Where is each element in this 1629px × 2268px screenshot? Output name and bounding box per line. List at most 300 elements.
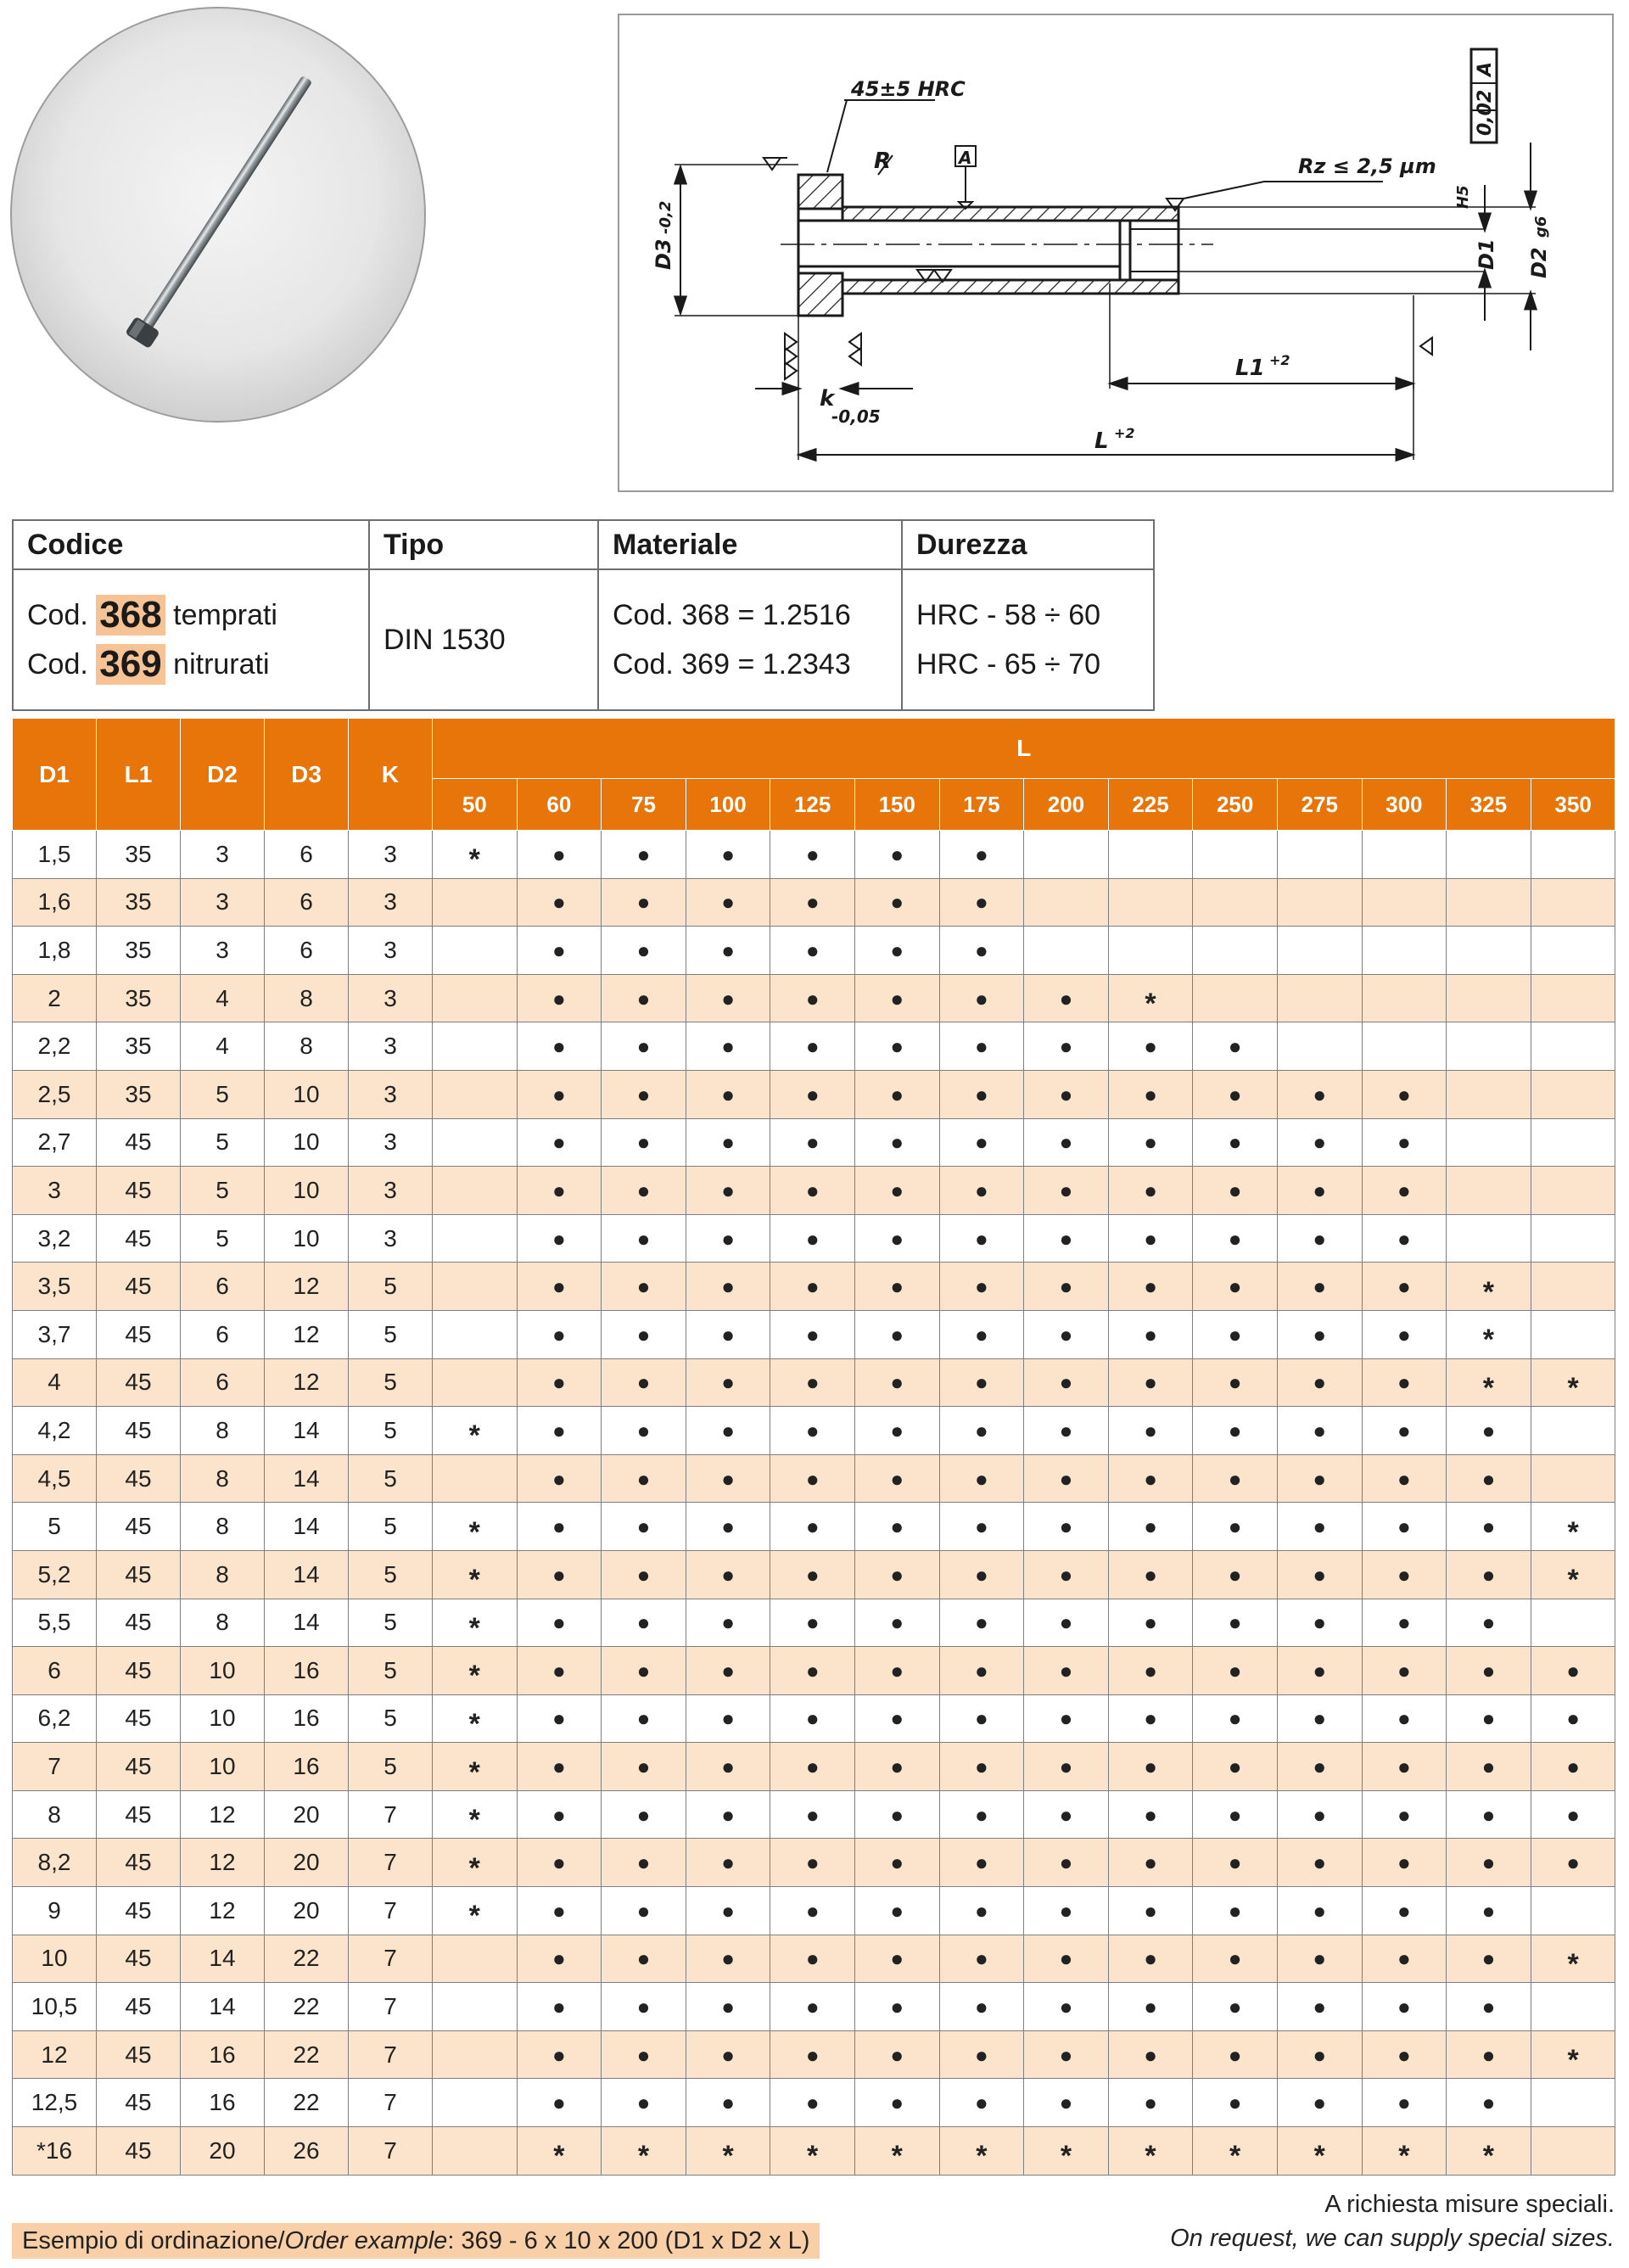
dot-icon: ● bbox=[975, 1177, 988, 1203]
datum-label: A bbox=[959, 148, 972, 168]
available-dot bbox=[1277, 1935, 1362, 1983]
dot-icon: ● bbox=[805, 1177, 820, 1203]
available-dot bbox=[686, 1407, 770, 1455]
empty-cell bbox=[1447, 1022, 1531, 1071]
available-dot bbox=[1024, 1550, 1109, 1599]
dot-icon: ● bbox=[890, 1705, 904, 1732]
available-dot bbox=[1108, 1743, 1193, 1791]
dot-icon: ● bbox=[552, 2041, 566, 2068]
dot-icon: ● bbox=[721, 1850, 735, 1876]
available-dot bbox=[1108, 1407, 1193, 1455]
empty-cell bbox=[1531, 1983, 1615, 2031]
dot-icon: ● bbox=[1228, 1321, 1242, 1347]
cell-k: 5 bbox=[349, 1550, 433, 1599]
on-request-star bbox=[433, 1790, 518, 1839]
dot-icon: ● bbox=[721, 1033, 735, 1060]
cell-d1: 4 bbox=[13, 1358, 97, 1407]
available-dot bbox=[517, 974, 602, 1022]
on-request-star bbox=[1447, 1310, 1531, 1358]
dot-icon: ● bbox=[721, 1610, 735, 1636]
available-dot bbox=[939, 1983, 1024, 2031]
available-dot bbox=[1362, 1599, 1447, 1647]
star-icon: * bbox=[1567, 1371, 1579, 1404]
table-row bbox=[13, 1070, 1615, 1118]
available-dot bbox=[1108, 1070, 1193, 1118]
cell-k: 7 bbox=[349, 1790, 433, 1839]
on-request-star bbox=[433, 1694, 518, 1743]
dot-icon: ● bbox=[1481, 2041, 1496, 2068]
available-dot bbox=[770, 1647, 855, 1695]
available-dot bbox=[854, 1550, 939, 1599]
dot-icon: ● bbox=[975, 1610, 988, 1636]
on-request-star bbox=[433, 1407, 518, 1455]
star-icon: * bbox=[468, 1804, 480, 1837]
l1-label: L1 bbox=[1235, 356, 1265, 381]
available-dot bbox=[939, 2079, 1024, 2127]
dot-icon: ● bbox=[805, 1129, 820, 1156]
available-dot bbox=[517, 1503, 602, 1551]
available-dot bbox=[1193, 1407, 1278, 1455]
dot-icon: ● bbox=[1481, 1657, 1496, 1683]
star-icon: * bbox=[468, 1900, 480, 1933]
info-table bbox=[12, 519, 1155, 711]
dot-icon: ● bbox=[1144, 2090, 1157, 2116]
table-row bbox=[13, 1214, 1615, 1263]
dot-icon: ● bbox=[890, 1754, 904, 1780]
dot-icon: ● bbox=[552, 1177, 566, 1203]
available-dot bbox=[770, 1743, 855, 1791]
dot-icon: ● bbox=[1313, 1177, 1327, 1203]
dot-icon: ● bbox=[1144, 1897, 1157, 1924]
dot-icon: ● bbox=[1228, 2041, 1242, 2068]
dot-icon: ● bbox=[975, 985, 988, 1011]
cell-l1: 45 bbox=[97, 1407, 181, 1455]
empty-cell bbox=[1531, 2127, 1615, 2176]
available-dot bbox=[854, 1263, 939, 1311]
cell-k: 5 bbox=[349, 1743, 433, 1791]
available-dot bbox=[770, 878, 855, 927]
dot-icon: ● bbox=[1059, 1177, 1073, 1203]
k-label: k bbox=[820, 386, 835, 412]
dot-icon: ● bbox=[1059, 1754, 1073, 1780]
star-icon: * bbox=[468, 1851, 480, 1884]
l-value-header: 250 bbox=[1193, 779, 1278, 831]
dot-icon: ● bbox=[805, 1657, 820, 1683]
dot-icon: ● bbox=[805, 2090, 820, 2116]
on-request-star bbox=[433, 831, 518, 879]
available-dot bbox=[1193, 1887, 1278, 1935]
empty-cell bbox=[1277, 831, 1362, 879]
d1-tol: H5 bbox=[1454, 185, 1472, 209]
dot-icon: ● bbox=[1144, 1465, 1157, 1492]
dot-icon: ● bbox=[636, 1850, 651, 1876]
available-dot bbox=[1531, 1743, 1615, 1791]
table-row bbox=[13, 831, 1615, 879]
cell-d2: 8 bbox=[181, 1503, 265, 1551]
dot-icon: ● bbox=[721, 889, 735, 916]
dot-icon: ● bbox=[1228, 1850, 1242, 1876]
available-dot bbox=[1277, 1503, 1362, 1551]
dot-icon: ● bbox=[1313, 2041, 1327, 2068]
dot-icon: ● bbox=[636, 937, 651, 963]
available-dot bbox=[1362, 1214, 1447, 1263]
available-dot bbox=[1108, 1599, 1193, 1647]
available-dot bbox=[1193, 1647, 1278, 1695]
empty-cell bbox=[1531, 878, 1615, 927]
available-dot bbox=[939, 1935, 1024, 1983]
available-dot bbox=[770, 1358, 855, 1407]
available-dot bbox=[1108, 2079, 1193, 2127]
available-dot bbox=[517, 2079, 602, 2127]
dimensions-body bbox=[13, 831, 1615, 2176]
dot-icon: ● bbox=[805, 1033, 820, 1060]
cell-d3: 20 bbox=[265, 1839, 349, 1887]
materiale-cell: Cod. 368 = 1.2516 Cod. 369 = 1.2343 bbox=[598, 569, 902, 710]
dot-icon: ● bbox=[1059, 1514, 1073, 1540]
available-dot bbox=[517, 1550, 602, 1599]
available-dot bbox=[1108, 1022, 1193, 1071]
dot-icon: ● bbox=[552, 1946, 566, 1972]
available-dot bbox=[602, 1454, 686, 1503]
available-dot bbox=[939, 927, 1024, 975]
dot-icon: ● bbox=[890, 1657, 904, 1683]
dot-icon: ● bbox=[1481, 1417, 1496, 1443]
empty-cell bbox=[1193, 974, 1278, 1022]
available-dot bbox=[854, 1983, 939, 2031]
available-dot bbox=[1362, 1407, 1447, 1455]
dot-icon: ● bbox=[890, 889, 904, 916]
dot-icon: ● bbox=[1481, 1705, 1496, 1732]
table-row bbox=[13, 1887, 1615, 1935]
dot-icon: ● bbox=[721, 841, 735, 867]
empty-cell bbox=[1193, 831, 1278, 879]
cell-d2: 10 bbox=[181, 1647, 265, 1695]
dot-icon: ● bbox=[1144, 1705, 1157, 1732]
table-row bbox=[13, 974, 1615, 1022]
l-value-header: 50 bbox=[433, 779, 518, 831]
l-value-header: 350 bbox=[1531, 779, 1615, 831]
available-dot bbox=[1447, 1790, 1531, 1839]
available-dot bbox=[1277, 1743, 1362, 1791]
empty-cell bbox=[433, 1118, 518, 1167]
table-row bbox=[13, 1263, 1615, 1311]
cell-l1: 45 bbox=[97, 1790, 181, 1839]
table-row bbox=[13, 1503, 1615, 1551]
cell-l1: 45 bbox=[97, 1263, 181, 1311]
available-dot bbox=[854, 1070, 939, 1118]
available-dot bbox=[1024, 1694, 1109, 1743]
available-dot bbox=[1108, 1887, 1193, 1935]
available-dot bbox=[1193, 1118, 1278, 1167]
available-dot bbox=[1447, 2030, 1531, 2079]
cell-k: 5 bbox=[349, 1694, 433, 1743]
dot-icon: ● bbox=[805, 1850, 820, 1876]
available-dot bbox=[854, 831, 939, 879]
available-dot bbox=[939, 1407, 1024, 1455]
available-dot bbox=[1108, 1263, 1193, 1311]
dot-icon: ● bbox=[1481, 1946, 1496, 1972]
dot-icon: ● bbox=[1144, 2041, 1157, 2068]
cell-d3: 22 bbox=[265, 2079, 349, 2127]
available-dot bbox=[602, 927, 686, 975]
available-dot bbox=[517, 1935, 602, 1983]
dot-icon: ● bbox=[636, 1610, 651, 1636]
cell-k: 7 bbox=[349, 1935, 433, 1983]
available-dot bbox=[602, 1070, 686, 1118]
cell-d2: 16 bbox=[181, 2079, 265, 2127]
dot-icon: ● bbox=[1059, 1321, 1073, 1347]
available-dot bbox=[602, 1214, 686, 1263]
available-dot bbox=[686, 1263, 770, 1311]
l-value-header: 325 bbox=[1447, 779, 1531, 831]
dot-icon: ● bbox=[552, 1610, 566, 1636]
available-dot bbox=[1024, 1454, 1109, 1503]
cell-d1: 3 bbox=[13, 1167, 97, 1215]
dot-icon: ● bbox=[636, 1417, 651, 1443]
available-dot bbox=[854, 1022, 939, 1071]
on-request-star bbox=[1277, 2127, 1362, 2176]
dot-icon: ● bbox=[975, 1369, 988, 1396]
available-dot bbox=[1447, 2079, 1531, 2127]
dot-icon: ● bbox=[552, 1225, 566, 1252]
dot-icon: ● bbox=[1228, 1610, 1242, 1636]
cell-l1: 45 bbox=[97, 1550, 181, 1599]
cell-d1: 2,5 bbox=[13, 1070, 97, 1118]
cell-l1: 45 bbox=[97, 1647, 181, 1695]
cell-d1: 1,6 bbox=[13, 878, 97, 927]
star-icon: * bbox=[1482, 1324, 1495, 1357]
dot-icon: ● bbox=[805, 1801, 820, 1828]
roughness-label: Rz ≤ 2,5 µm bbox=[1298, 154, 1436, 178]
available-dot bbox=[854, 974, 939, 1022]
available-dot bbox=[1447, 1694, 1531, 1743]
empty-cell bbox=[433, 974, 518, 1022]
cell-d3: 22 bbox=[265, 1983, 349, 2031]
dot-icon: ● bbox=[1144, 1994, 1157, 2020]
on-request-star bbox=[1531, 1550, 1615, 1599]
available-dot bbox=[1108, 1118, 1193, 1167]
on-request-star bbox=[1108, 974, 1193, 1022]
cell-d3: 6 bbox=[265, 831, 349, 879]
available-dot bbox=[1108, 1983, 1193, 2031]
empty-cell bbox=[433, 1167, 518, 1215]
dot-icon: ● bbox=[890, 1033, 904, 1060]
cell-d1: 4,5 bbox=[13, 1454, 97, 1503]
dot-icon: ● bbox=[1313, 1129, 1327, 1156]
dot-icon: ● bbox=[1313, 1897, 1327, 1924]
empty-cell bbox=[1024, 831, 1109, 879]
dot-icon: ● bbox=[1144, 1801, 1157, 1828]
dot-icon: ● bbox=[552, 937, 566, 963]
cell-d2: 3 bbox=[181, 927, 265, 975]
available-dot bbox=[854, 1358, 939, 1407]
cell-l1: 45 bbox=[97, 1214, 181, 1263]
available-dot bbox=[1277, 1599, 1362, 1647]
available-dot bbox=[939, 831, 1024, 879]
available-dot bbox=[602, 974, 686, 1022]
available-dot bbox=[854, 1503, 939, 1551]
available-dot bbox=[1277, 1790, 1362, 1839]
dot-icon: ● bbox=[890, 1946, 904, 1972]
available-dot bbox=[1024, 1503, 1109, 1551]
cell-d3: 12 bbox=[265, 1358, 349, 1407]
on-request-star bbox=[1362, 2127, 1447, 2176]
available-dot bbox=[686, 927, 770, 975]
dot-icon: ● bbox=[975, 1081, 988, 1107]
available-dot bbox=[1193, 1743, 1278, 1791]
star-icon: * bbox=[468, 1564, 480, 1597]
available-dot bbox=[686, 878, 770, 927]
code-369: 369 bbox=[96, 644, 165, 685]
dot-icon: ● bbox=[890, 1897, 904, 1924]
available-dot bbox=[686, 1935, 770, 1983]
available-dot bbox=[686, 1647, 770, 1695]
dot-icon: ● bbox=[1059, 1369, 1073, 1396]
dot-icon: ● bbox=[552, 2090, 566, 2116]
cell-l1: 45 bbox=[97, 1118, 181, 1167]
empty-cell bbox=[1531, 974, 1615, 1022]
available-dot bbox=[517, 1118, 602, 1167]
cell-d2: 10 bbox=[181, 1743, 265, 1791]
cell-d2: 14 bbox=[181, 1935, 265, 1983]
cell-l1: 35 bbox=[97, 878, 181, 927]
dot-icon: ● bbox=[1313, 1514, 1327, 1540]
dot-icon: ● bbox=[1397, 1369, 1411, 1396]
cell-d3: 16 bbox=[265, 1743, 349, 1791]
available-dot bbox=[1024, 1263, 1109, 1311]
empty-cell bbox=[433, 878, 518, 927]
empty-cell bbox=[1362, 1022, 1447, 1071]
dot-icon: ● bbox=[1397, 1177, 1411, 1203]
empty-cell bbox=[1531, 1310, 1615, 1358]
table-row bbox=[13, 878, 1615, 927]
radius-label: R bbox=[874, 148, 892, 174]
dot-icon: ● bbox=[1397, 1417, 1411, 1443]
dot-icon: ● bbox=[552, 1033, 566, 1060]
available-dot bbox=[517, 878, 602, 927]
available-dot bbox=[686, 1887, 770, 1935]
dot-icon: ● bbox=[1228, 1225, 1242, 1252]
available-dot bbox=[686, 1310, 770, 1358]
available-dot bbox=[1108, 1310, 1193, 1358]
table-row bbox=[13, 2030, 1615, 2079]
cell-k: 7 bbox=[349, 2030, 433, 2079]
available-dot bbox=[686, 1790, 770, 1839]
empty-cell bbox=[1277, 927, 1362, 975]
star-icon: * bbox=[468, 1515, 480, 1548]
cell-d1: 5,2 bbox=[13, 1550, 97, 1599]
cell-d3: 12 bbox=[265, 1263, 349, 1311]
dot-icon: ● bbox=[552, 1754, 566, 1780]
available-dot bbox=[1277, 1839, 1362, 1887]
dot-icon: ● bbox=[890, 2041, 904, 2068]
dot-icon: ● bbox=[1313, 1705, 1327, 1732]
available-dot bbox=[517, 1599, 602, 1647]
cell-d2: 8 bbox=[181, 1550, 265, 1599]
dot-icon: ● bbox=[805, 1417, 820, 1443]
available-dot bbox=[1108, 1503, 1193, 1551]
dot-icon: ● bbox=[1144, 1177, 1157, 1203]
dot-icon: ● bbox=[636, 841, 651, 867]
cell-k: 3 bbox=[349, 1118, 433, 1167]
cell-l1: 35 bbox=[97, 974, 181, 1022]
on-request-star bbox=[433, 1887, 518, 1935]
dot-icon: ● bbox=[1481, 2090, 1496, 2116]
cell-d1: 6,2 bbox=[13, 1694, 97, 1743]
dot-icon: ● bbox=[805, 1465, 820, 1492]
available-dot bbox=[602, 878, 686, 927]
dot-icon: ● bbox=[805, 1081, 820, 1107]
available-dot bbox=[1531, 1839, 1615, 1887]
dot-icon: ● bbox=[1144, 1514, 1157, 1540]
available-dot bbox=[1193, 1694, 1278, 1743]
available-dot bbox=[1108, 1358, 1193, 1407]
dot-icon: ● bbox=[805, 2041, 820, 2068]
dot-icon: ● bbox=[552, 1129, 566, 1156]
cell-k: 5 bbox=[349, 1599, 433, 1647]
dot-icon: ● bbox=[636, 1177, 651, 1203]
on-request-star bbox=[433, 1743, 518, 1791]
dot-icon: ● bbox=[1397, 1610, 1411, 1636]
hardness-head-label: 45±5 HRC bbox=[851, 77, 966, 101]
dot-icon: ● bbox=[1313, 1417, 1327, 1443]
empty-cell bbox=[1362, 974, 1447, 1022]
available-dot bbox=[1531, 1790, 1615, 1839]
dot-icon: ● bbox=[721, 985, 735, 1011]
available-dot bbox=[686, 1022, 770, 1071]
available-dot bbox=[1024, 1022, 1109, 1071]
empty-cell bbox=[1362, 831, 1447, 879]
available-dot bbox=[939, 1310, 1024, 1358]
available-dot bbox=[517, 1887, 602, 1935]
available-dot bbox=[1024, 1167, 1109, 1215]
empty-cell bbox=[1531, 1118, 1615, 1167]
empty-cell bbox=[433, 2030, 518, 2079]
dot-icon: ● bbox=[552, 1801, 566, 1828]
available-dot bbox=[602, 1599, 686, 1647]
available-dot bbox=[1447, 1839, 1531, 1887]
available-dot bbox=[602, 1983, 686, 2031]
cell-k: 5 bbox=[349, 1454, 433, 1503]
dot-icon: ● bbox=[890, 1417, 904, 1443]
dot-icon: ● bbox=[1228, 1946, 1242, 1972]
cell-d2: 3 bbox=[181, 878, 265, 927]
l-value-header: 100 bbox=[686, 779, 770, 831]
dot-icon: ● bbox=[890, 937, 904, 963]
available-dot bbox=[770, 1454, 855, 1503]
star-icon: * bbox=[1145, 988, 1156, 1021]
table-row bbox=[13, 1407, 1615, 1455]
available-dot bbox=[939, 1839, 1024, 1887]
available-dot bbox=[517, 1310, 602, 1358]
star-icon: * bbox=[1567, 2044, 1579, 2077]
empty-cell bbox=[1193, 927, 1278, 975]
cell-k: 5 bbox=[349, 1263, 433, 1311]
star-icon: * bbox=[1567, 1564, 1579, 1597]
available-dot bbox=[517, 1167, 602, 1215]
dot-icon: ● bbox=[1566, 1850, 1580, 1876]
available-dot bbox=[1362, 1550, 1447, 1599]
dot-icon: ● bbox=[1481, 1754, 1496, 1780]
available-dot bbox=[517, 927, 602, 975]
dot-icon: ● bbox=[1313, 1561, 1327, 1588]
available-dot bbox=[1193, 1358, 1278, 1407]
available-dot bbox=[939, 1790, 1024, 1839]
dot-icon: ● bbox=[890, 1850, 904, 1876]
empty-cell bbox=[1531, 1599, 1615, 1647]
available-dot bbox=[686, 2079, 770, 2127]
available-dot bbox=[854, 2079, 939, 2127]
